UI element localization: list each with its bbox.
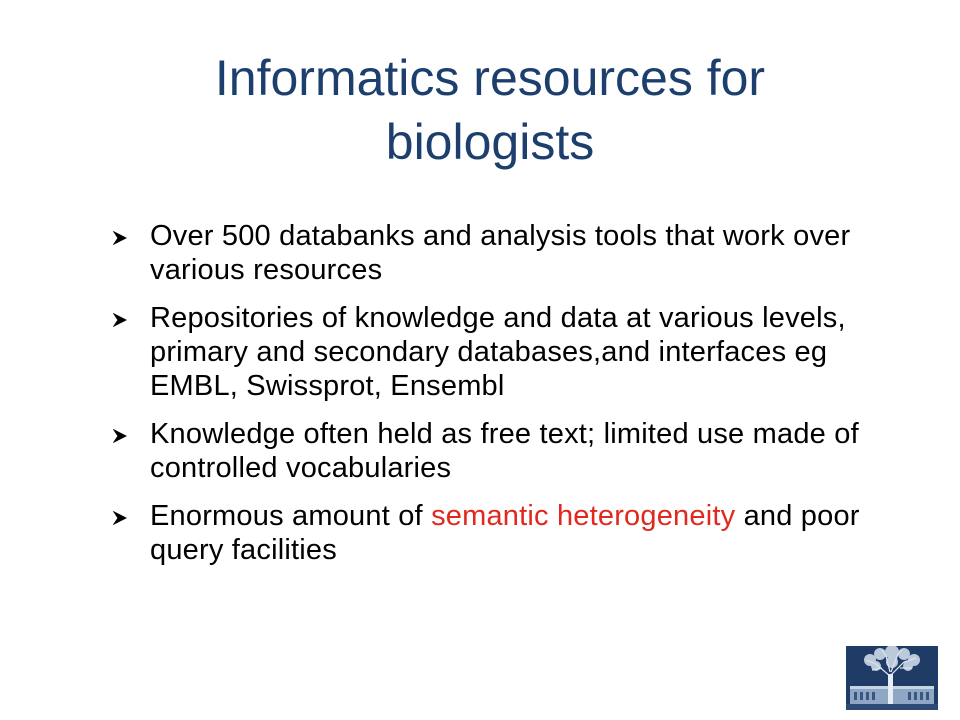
bullet-list [110, 219, 910, 581]
bullet-text: Repositories of knowledge and data at various levels, primary and secondary databases,and interfaces eg EMBL, Swissprot, Ensembl [150, 302, 846, 402]
chevron-arrow-icon [113, 313, 127, 327]
bullet-text: Over 500 databanks and analysis tools that work over various resources [150, 220, 851, 286]
chevron-arrow-icon [113, 429, 127, 443]
bullet-item [110, 499, 910, 567]
bullet-text-before: Enormous amount of [150, 500, 432, 532]
chevron-arrow-icon [113, 231, 127, 245]
bullet-text-after: and poor query facilities [150, 500, 860, 566]
bullet-item [110, 219, 910, 287]
slide-title: Informatics resources for biologists [214, 50, 766, 170]
highlighted-phrase: semantic heterogeneity [431, 500, 736, 532]
bullet-item [110, 417, 910, 485]
bullet-text: Knowledge often held as free text; limited use made of controlled vocabularies [150, 418, 859, 484]
chevron-arrow-icon [113, 511, 127, 525]
university-tree-building-logo [846, 646, 938, 710]
bullet-item [110, 301, 910, 403]
